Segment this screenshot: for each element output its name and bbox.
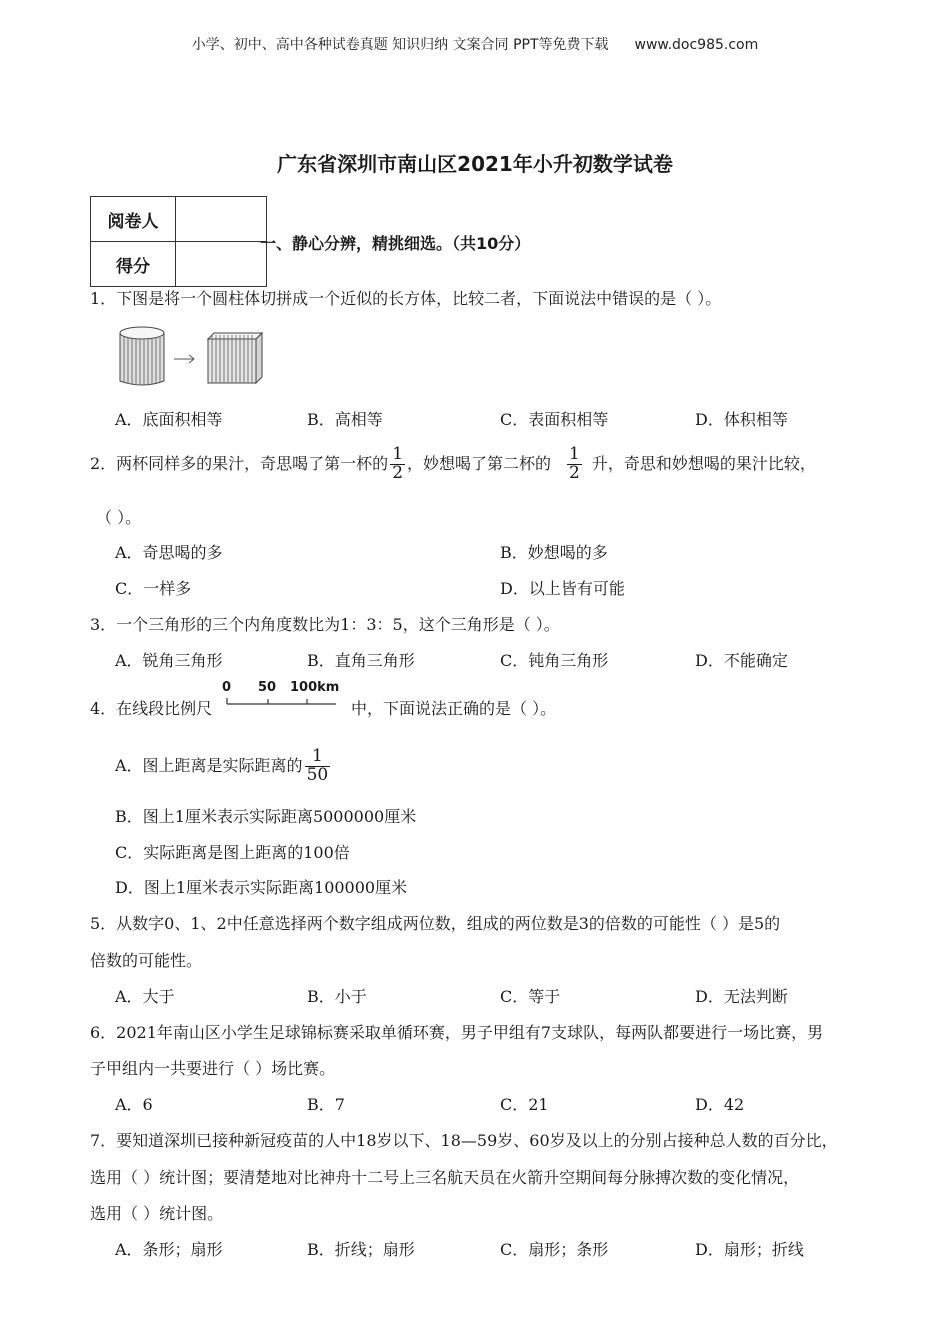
question-1-text: 1．下图是将一个圆柱体切拼成一个近似的长方体，比较二者，下面说法中错误的是（ ）。	[90, 289, 722, 308]
question-5-option-b[interactable]: B．小于	[307, 987, 367, 1006]
question-4-prefix: 4．在线段比例尺	[90, 699, 213, 718]
question-3-text: 3．一个三角形的三个内角度数比为1：3：5，这个三角形是（ ）。	[90, 615, 560, 634]
score-table	[90, 196, 267, 287]
reviewer-field[interactable]	[176, 197, 267, 242]
question-4-option-a[interactable]: A．图上距离是实际距离的 $\frac{1}{50}$	[115, 746, 329, 785]
question-5-option-a[interactable]: A．大于	[115, 987, 175, 1006]
scale-label-100km: 100km	[290, 680, 340, 695]
question-5-text-line1: 5．从数字0、1、2中任意选择两个数字组成两位数，组成的两位数是3的倍数的可能性（ ）是5的	[90, 914, 781, 933]
section-heading: 一、静心分辨，精挑细选。（共10分）	[260, 234, 531, 253]
question-6-option-b[interactable]: B．7	[307, 1095, 345, 1114]
scale-label-50: 50	[258, 680, 277, 695]
question-5-option-c[interactable]: C．等于	[500, 987, 561, 1006]
question-3-option-a[interactable]: A．锐角三角形	[115, 651, 223, 670]
question-6-text-line2: 子甲组内一共要进行（ ）场比赛。	[90, 1059, 336, 1078]
scale-label-0: 0	[222, 680, 232, 695]
cylinder-shape	[120, 327, 164, 385]
page-title: 广东省深圳市南山区2021年小升初数学试卷	[277, 152, 673, 176]
question-7-option-d[interactable]: D．扇形；折线	[695, 1240, 804, 1259]
question-4-option-d[interactable]: D．图上1厘米表示实际距离100000厘米	[115, 878, 408, 897]
question-1-option-a[interactable]: A．底面积相等	[115, 410, 223, 429]
question-2-option-a[interactable]: A．奇思喝的多	[115, 543, 223, 562]
question-6-option-a[interactable]: A．6	[115, 1095, 153, 1114]
fraction-one-half-2: $\frac{1}{2}$	[569, 444, 580, 483]
question-2-option-d[interactable]: D．以上皆有可能	[500, 579, 625, 598]
fraction-one-fiftieth: $\frac{1}{50}$	[306, 746, 329, 785]
question-7-text-line1: 7．要知道深圳已接种新冠疫苗的人中18岁以下、18—59岁、60岁及以上的分别占接种总人数的百分比，	[90, 1131, 838, 1150]
header-url[interactable]: www.doc985.com	[634, 37, 759, 53]
cuboid-shape	[208, 333, 262, 383]
question-6-option-d[interactable]: D．42	[695, 1095, 745, 1114]
question-2-text: 2．两杯同样多的果汁，奇思喝了第一杯的 $\frac{1}{2}$ ，妙想喝了第二杯的 $\frac{1}{2}$ 升，奇思和妙想喝的果汁比较，	[90, 444, 816, 483]
question-4-suffix: 中，下面说法正确的是（ ）。	[351, 699, 557, 718]
fraction-one-half: $\frac{1}{2}$	[392, 444, 404, 483]
header-text: 小学、初中、高中各种试卷真题 知识归纳 文案合同 PPT等免费下载	[191, 37, 609, 53]
question-5-option-d[interactable]: D．无法判断	[695, 987, 788, 1006]
question-7-text-line3: 选用（ ）统计图。	[90, 1204, 224, 1223]
question-6-text-line1: 6．2021年南山区小学生足球锦标赛采取单循环赛，男子甲组有7支球队，每两队都要进行一场比赛，男	[90, 1023, 824, 1042]
question-4-option-c[interactable]: C．实际距离是图上距离的100倍	[115, 843, 350, 862]
question-2-option-b[interactable]: B．妙想喝的多	[500, 543, 608, 562]
question-5-text-line2: 倍数的可能性。	[90, 951, 203, 970]
arrow-icon	[174, 355, 194, 363]
question-7-text-line2: 选用（ ）统计图；要清楚地对比神舟十二号上三名航天员在火箭升空期间每分脉搏次数的变化情况，	[90, 1168, 800, 1187]
question-7-option-c[interactable]: C．扇形；条形	[500, 1240, 609, 1259]
question-3-option-d[interactable]: D．不能确定	[695, 651, 788, 670]
score-label: 得分	[91, 242, 176, 287]
question-3-option-b[interactable]: B．直角三角形	[307, 651, 415, 670]
question-1-option-b[interactable]: B．高相等	[307, 410, 383, 429]
question-1-option-d[interactable]: D．体积相等	[695, 410, 788, 429]
scale-line	[224, 696, 344, 706]
question-6-option-c[interactable]: C．21	[500, 1095, 549, 1114]
scale-bar	[224, 680, 344, 710]
question-2-blank: （ ）。	[96, 508, 142, 527]
question-2-option-c[interactable]: C．一样多	[115, 579, 192, 598]
question-7-option-b[interactable]: B．折线；扇形	[307, 1240, 415, 1259]
cylinder-to-cuboid-figure	[108, 325, 268, 389]
question-1-option-c[interactable]: C．表面积相等	[500, 410, 609, 429]
question-4-option-b[interactable]: B．图上1厘米表示实际距离5000000厘米	[115, 807, 417, 826]
reviewer-label: 阅卷人	[91, 197, 176, 242]
question-7-option-a[interactable]: A．条形；扇形	[115, 1240, 223, 1259]
page-header	[0, 34, 950, 54]
question-3-option-c[interactable]: C．钝角三角形	[500, 651, 609, 670]
score-field[interactable]	[176, 242, 267, 287]
